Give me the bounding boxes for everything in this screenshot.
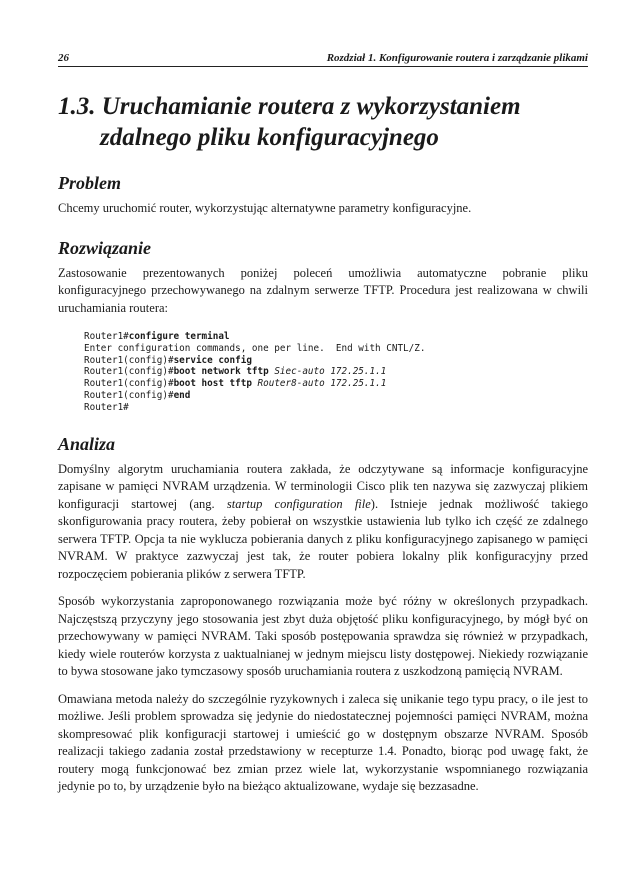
problem-text: Chcemy uruchomić router, wykorzystując alternatywne parametry konfiguracyjne.: [58, 201, 472, 215]
section-title: [58, 91, 588, 153]
analysis-paragraph-2: Sposób wykorzystania zaproponowanego rozwiązania może być różny w określonych przypadkach. Najczęstszą przyczyny jego stosowania jest zbyt duża objętość pliku konfiguracyjnego, by mógł być on przechowywany w pamięci NVRAM. Taki sposób postępowania sprawdza się również w przypadkach, kiedy wiele routerów korzysta z uaktualnianej w jednym miejscu listy dostępowej. Niekiedy rozwiązanie to bywa stosowane jako tymczasowy sposób uruchamiania routera z uszkodzoną pamięcią NVRAM.: [58, 594, 588, 679]
chapter-title: Rozdział 1. Konfigurowanie routera i zarządzanie plikami: [326, 52, 588, 64]
analysis-paragraph-3: Omawiana metoda należy do szczególnie ryzykownych i zaleca się unikanie tego typu pracy, o ile jest to możliwe. Jeśli problem sprowadza się jedynie do niedostatecznej pojemności pamięci NVRAM, można skompresować plik konfiguracji startowej i umieścić go w dostępnym obszarze NVRAM. Sposób realizacji takiego zadania został przedstawiony w recepturze 1.4. Ponadto, biorąc pod uwagę fakt, że routery mogą funkcjonować bez zmian przez wiele lat, wykorzystanie wspomnianego rozwiązania jedynie po to, by urządzenie było na bieżąco aktualizowane, wydaje się bezzasadne.: [58, 691, 588, 794]
solution-text: Zastosowanie prezentowanych poniżej poleceń umożliwia automatyczne pobranie pliku konfiguracyjnego przechowywanego na zdalnym serwerze TFTP. Procedura jest realizowana w chwili uruchamiania routera:: [58, 265, 588, 315]
book-page: [58, 52, 588, 796]
page-number: 26: [58, 52, 69, 64]
running-head: [58, 52, 588, 67]
analysis-heading: Analiza: [58, 433, 116, 454]
code-listing: Router1#configure terminal Enter configuration commands, one per line. End with CNTL/Z. Router1(config)#service config Router1(config)#boot network tftp Siec-auto 172.25.1.1 Router1(config)#boot host tftp Router8-auto 172.25.1.1 Router1(config)#end Router1#: [84, 331, 426, 413]
problem-heading: Problem: [58, 173, 121, 193]
analysis-paragraph-1: Domyślny algorytm uruchamiania routera zakłada, że odczytywane są informacje konfiguracyjne zapisane w pamięci NVRAM urządzenia. W terminologii Cisco plik ten nazywa się zazwyczaj plikiem konfiguracji startowej (ang. startup configuration file). Istnieje jednak możliwość takiego skonfigurowania pracy routera, żeby pobierał on wszystkie ustawienia lub tylko ich część ze zdalnego serwera TFTP. Opcja ta nie wyklucza pobierania danych z pliku konfiguracyjnego zapisanego w pamięci NVRAM. W praktyce zazwyczaj jest tak, że router pobiera lokalny plik konfiguracyjny przed rozpoczęciem pobierania plików z serwera TFTP.: [58, 461, 589, 581]
section-title-line1: 1.3. Uruchamianie routera z wykorzystaniem: [58, 93, 521, 120]
solution-heading: Rozwiązanie: [58, 237, 152, 258]
section-title-line2: zdalnego pliku konfiguracyjnego: [100, 124, 439, 151]
